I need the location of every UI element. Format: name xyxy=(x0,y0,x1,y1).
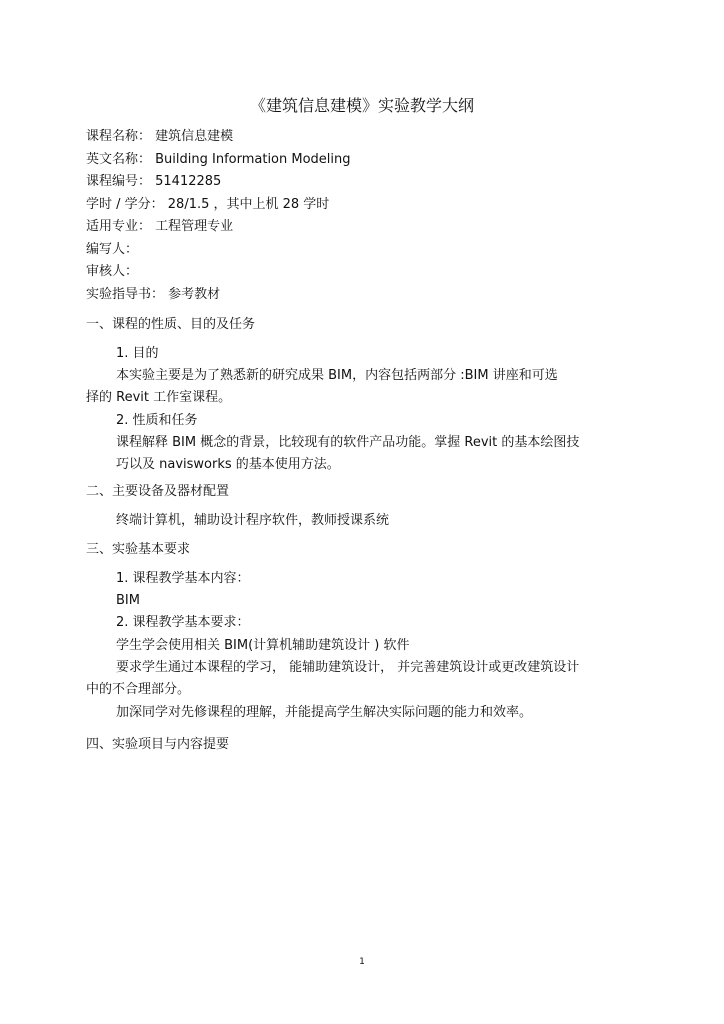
section-1-sub-1-heading: 1. 目的 xyxy=(116,346,159,361)
page-number: 1 xyxy=(359,957,365,967)
section-3-item-2: 2. 课程教学基本要求： xyxy=(116,615,250,630)
guide-book-line: 实验指导书： 参考教材 xyxy=(86,287,221,302)
applicable-major-line: 适用专业： 工程管理专业 xyxy=(86,219,234,234)
section-3-requirement-2-line-1: 要求学生通过本课程的学习， 能辅助建筑设计， 并完善建筑设计或更改建筑设计 xyxy=(116,660,580,675)
hours-credits-line: 学时 / 学分： 28/1.5 ，其中上机 28 学时 xyxy=(86,197,330,212)
section-1-sub-1-paragraph-line-2: 择的 Revit 工作室课程。 xyxy=(86,390,232,405)
section-2-paragraph: 终端计算机，辅助设计程序软件，教师授课系统 xyxy=(116,513,390,528)
section-3-item-1-content: BIM xyxy=(116,593,140,608)
section-4-heading: 四、实验项目与内容提要 xyxy=(86,737,230,752)
section-1-heading: 一、课程的性质、目的及任务 xyxy=(86,317,256,332)
section-1-sub-1-paragraph-line-1: 本实验主要是为了熟悉新的研究成果 BIM，内容包括两部分 :BIM 讲座和可选 xyxy=(116,368,558,383)
course-code-line: 课程编号： 51412285 xyxy=(86,174,222,189)
section-3-item-1: 1. 课程教学基本内容： xyxy=(116,571,250,586)
section-1-sub-2-paragraph-line-2: 巧以及 navisworks 的基本使用方法。 xyxy=(116,457,340,472)
author-line: 编写人： xyxy=(86,242,139,257)
section-3-requirement-2-line-2: 中的不合理部分。 xyxy=(86,682,191,697)
course-name-line: 课程名称： 建筑信息建模 xyxy=(86,129,234,144)
section-3-requirement-1: 学生学会使用相关 BIM(计算机辅助建筑设计 ) 软件 xyxy=(116,638,410,653)
reviewer-line: 审核人： xyxy=(86,264,139,279)
section-1-sub-2-paragraph-line-1: 课程解释 BIM 概念的背景，比较现有的软件产品功能。掌握 Revit 的基本绘图技 xyxy=(116,435,580,450)
english-name-line: 英文名称： Building Information Modeling xyxy=(86,152,351,167)
document-title: 《建筑信息建模》实验教学大纲 xyxy=(249,96,474,115)
section-2-heading: 二、主要设备及器材配置 xyxy=(86,484,230,499)
section-3-requirement-3: 加深同学对先修课程的理解，并能提高学生解决实际问题的能力和效率。 xyxy=(116,705,533,720)
section-3-heading: 三、实验基本要求 xyxy=(86,542,191,557)
section-1-sub-2-heading: 2. 性质和任务 xyxy=(116,413,198,428)
